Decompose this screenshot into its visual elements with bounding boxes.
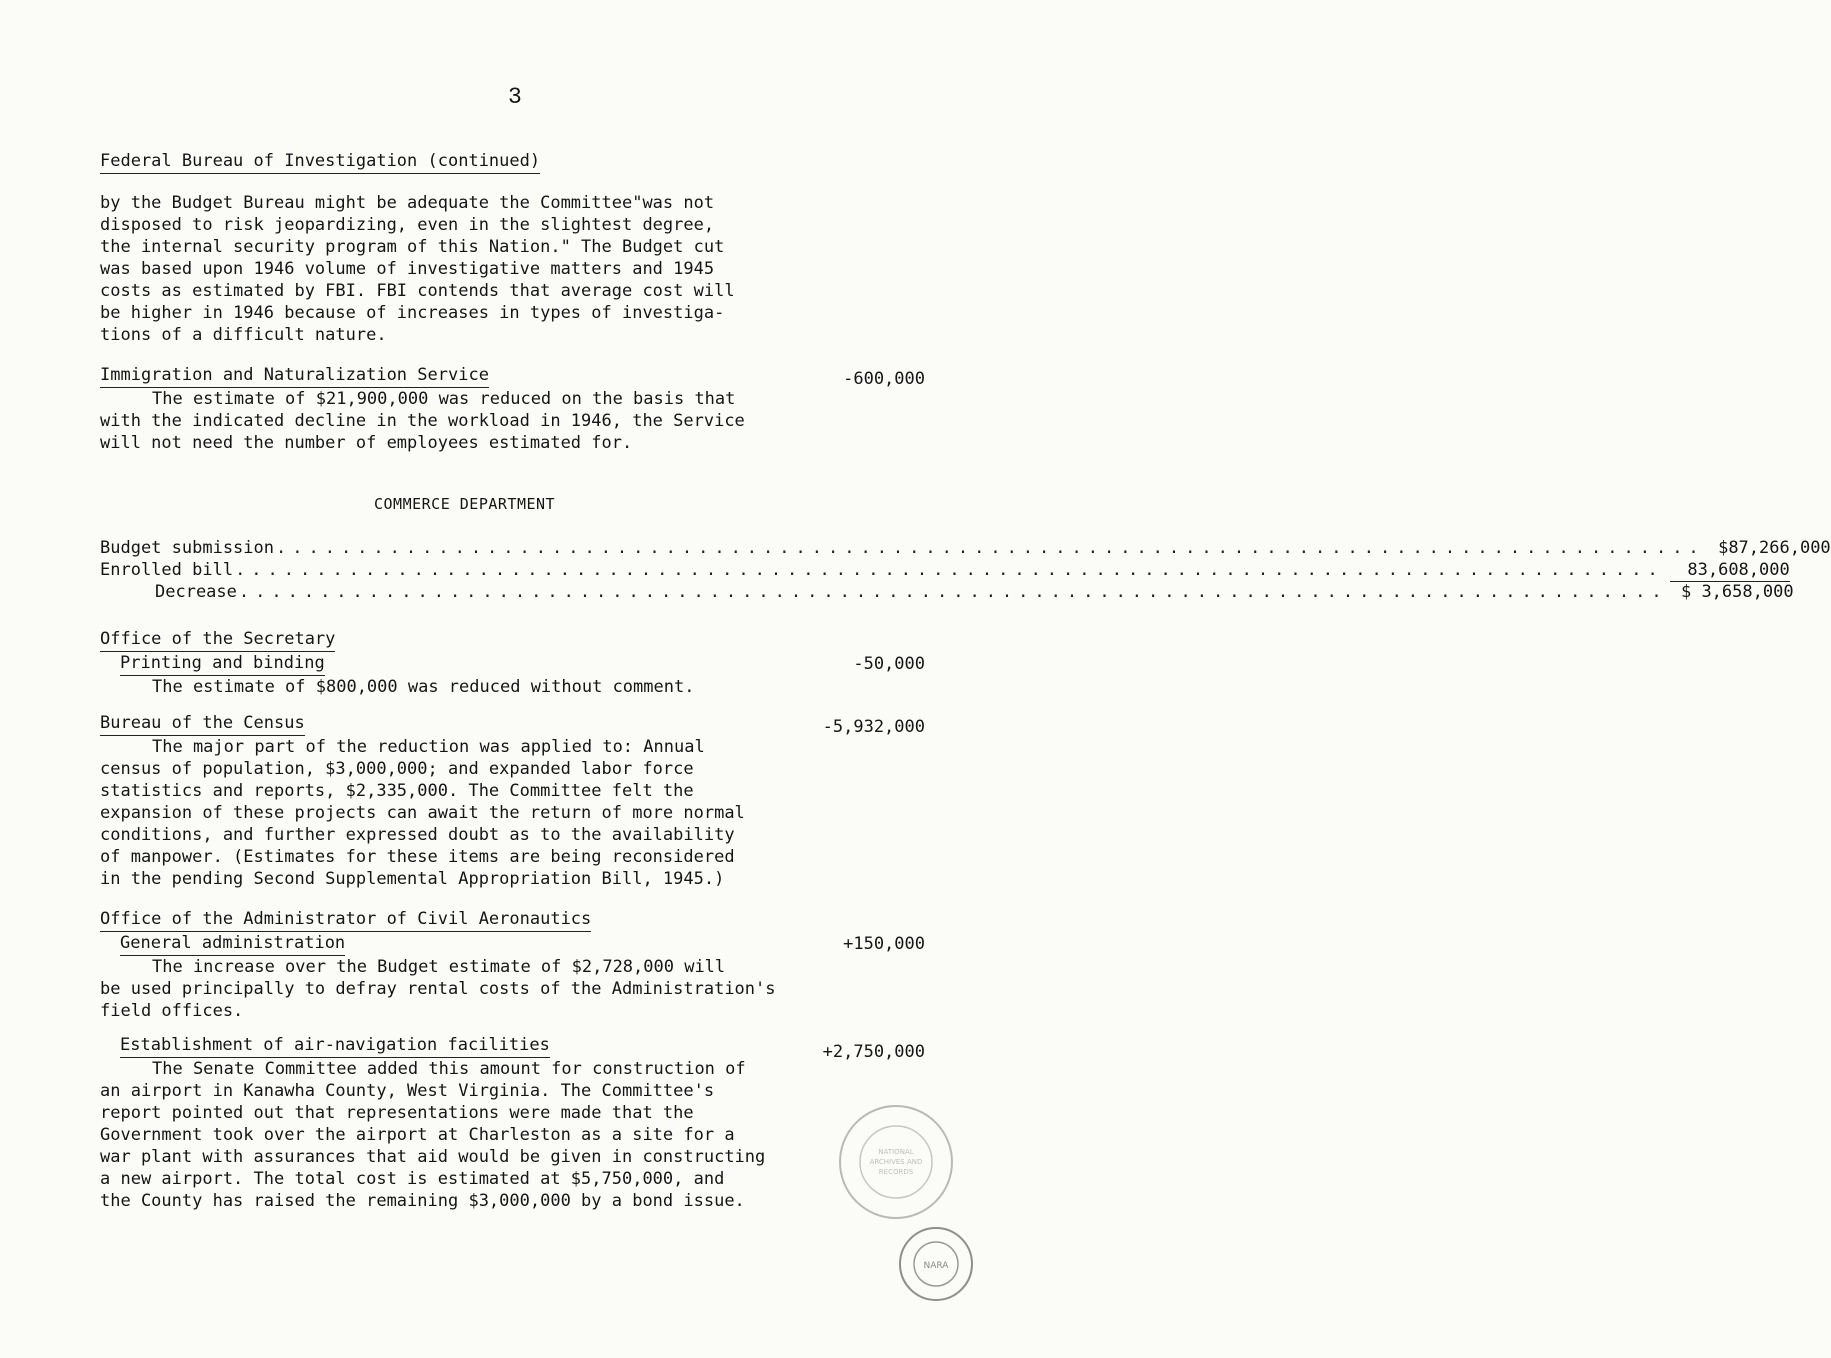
ins-section [100, 364, 800, 454]
aeronautics-subheading: General administration [120, 932, 345, 956]
census-heading: Bureau of the Census [100, 712, 305, 736]
airnav-body: The Senate Committee added this amount for construction of an airport in Kanawha County, West Virginia. The Committee's report pointed out that representations were made that the Government took over the airport at Charleston as a site for a war plant with assurances that aid would be given in constructing a new airport. The total cost is estimated at $5,750,000, and the County has raised the remaining $3,000,000 by a bond issue. [100, 1059, 766, 1211]
census-body: The major part of the reduction was applied to: Annual census of population, $3,000,000; and expanded labor force statistics and reports, $2,335,000. The Committee felt the expansion of these projects can await the return of more normal conditions, and further expressed doubt as to the availability of manpower. (Estimates for these items are being reconsidered in the pending Second Supplemental Appropriation Bill, 1945.) [100, 737, 745, 889]
secretary-amount: -50,000 [853, 654, 925, 674]
ledger-value: $87,266,000 [1718, 538, 1831, 558]
ledger-label: Enrolled bill [100, 560, 234, 580]
aeronautics-section [100, 908, 800, 1022]
secretary-body: The estimate of $800,000 was reduced without comment. [152, 677, 695, 697]
secretary-subheading: Printing and binding [120, 652, 325, 676]
aeronautics-amount: +150,000 [843, 934, 925, 954]
fbi-heading: Federal Bureau of Investigation (continued) [100, 150, 540, 174]
ins-amount: -600,000 [843, 369, 925, 389]
svg-text:NATIONAL: NATIONAL [878, 1148, 914, 1156]
ledger-value: 83,608,000 [1670, 559, 1790, 582]
ledger-row-enrolled-bill [100, 559, 1790, 581]
commerce-summary-ledger [100, 537, 1831, 603]
census-amount: -5,932,000 [822, 717, 925, 737]
fbi-section [100, 150, 800, 346]
ins-body: The estimate of $21,900,000 was reduced on the basis that with the indicated decline in the workload in 1946, the Service will not need the number of employees estimated for. [100, 389, 745, 453]
ins-heading: Immigration and Naturalization Service [100, 364, 489, 388]
census-section [100, 712, 800, 890]
ledger-row-decrease [100, 581, 1794, 603]
airnav-amount: +2,750,000 [822, 1042, 925, 1062]
airnav-heading: Establishment of air-navigation facilities [120, 1034, 550, 1058]
svg-text:ARCHIVES AND: ARCHIVES AND [869, 1158, 923, 1166]
ledger-leader-dots: ........................................................................................ [235, 560, 1664, 580]
ledger-label: Decrease [155, 582, 237, 602]
aeronautics-body: The increase over the Budget estimate of $2,728,000 will be used principally to defray rental costs of the Administration's field offices. [100, 957, 776, 1021]
page-number: 3 [508, 84, 522, 110]
secretary-section [100, 628, 800, 698]
ledger-row-budget-submission [100, 537, 1831, 559]
svg-text:NARA: NARA [923, 1261, 949, 1271]
ledger-leader-dots: ........................................................................................ [276, 538, 1705, 558]
ledger-leader-dots: ........................................................................................ [238, 582, 1668, 602]
fbi-body: by the Budget Bureau might be adequate the Committee"was not disposed to risk jeopardizing, even in the slightest degree, the internal security program of this Nation." The Budget cut was based upon 1946 volume of investigative matters and 1945 costs as estimated by FBI. FBI contends that average cost will be higher in 1946 because of increases in types of investiga- tions of a difficult nature. [100, 193, 735, 345]
ledger-label: Budget submission [100, 538, 274, 558]
archive-stamps [826, 1102, 986, 1302]
aeronautics-heading: Office of the Administrator of Civil Aeronautics [100, 908, 591, 932]
secretary-heading: Office of the Secretary [100, 628, 335, 652]
ledger-value: $ 3,658,000 [1680, 582, 1794, 602]
library-stamp-icon [826, 1102, 986, 1302]
commerce-department-title: COMMERCE DEPARTMENT [374, 495, 556, 513]
airnav-section [100, 1034, 800, 1212]
svg-text:RECORDS: RECORDS [878, 1168, 914, 1176]
